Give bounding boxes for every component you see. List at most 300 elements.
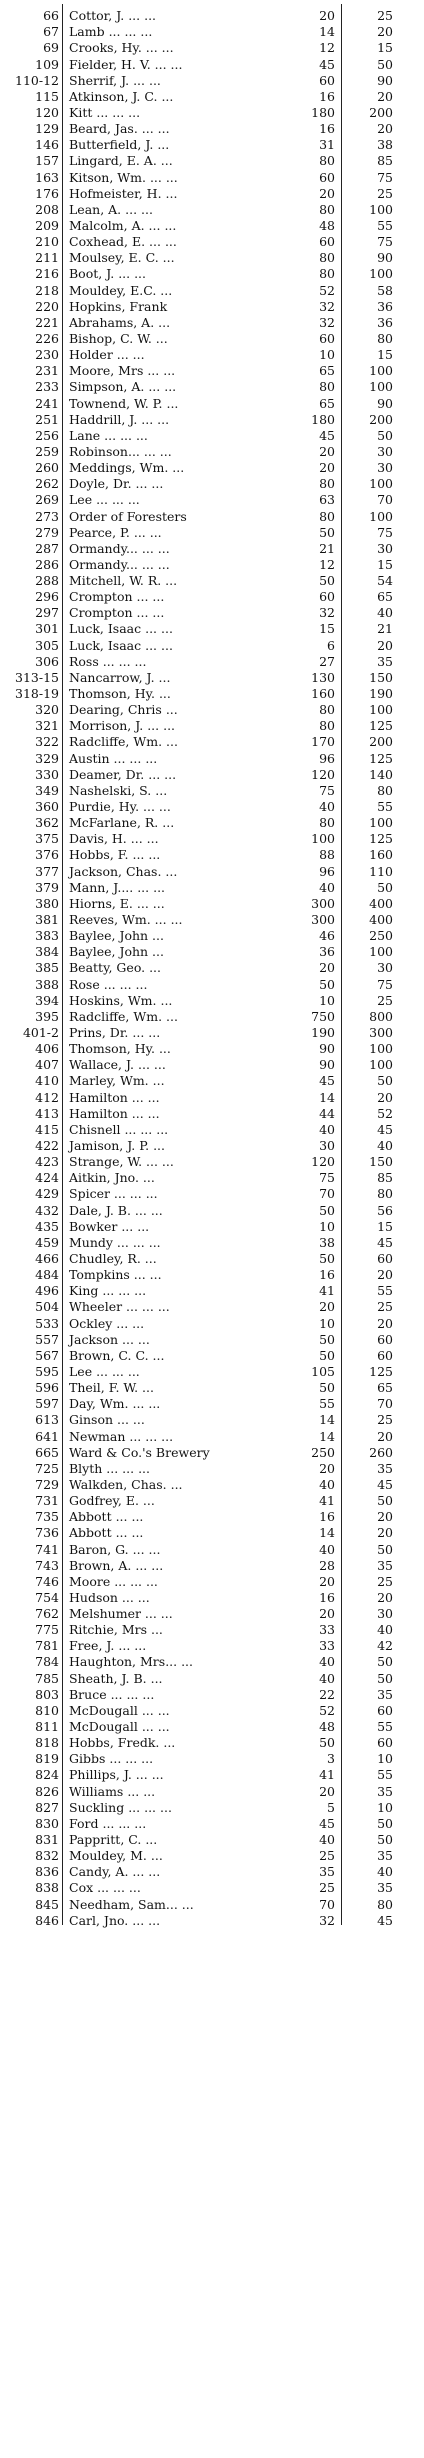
value-second: 50	[377, 1541, 393, 1557]
value-second: 80	[377, 330, 393, 346]
value-second: 56	[377, 1202, 393, 1218]
value-first: 50	[319, 1735, 335, 1751]
value-second: 190	[369, 686, 393, 702]
value-second: 55	[377, 217, 393, 233]
owner-name: Spicer ... ... ...	[69, 1186, 158, 1202]
owner-name: Pappritt, C. ...	[69, 1832, 158, 1848]
value-first: 88	[319, 847, 335, 863]
value-first: 20	[319, 960, 335, 976]
value-second: 60	[377, 1331, 393, 1347]
value-first: 80	[319, 201, 335, 217]
value-second: 36	[377, 314, 393, 330]
lot-number: 831	[35, 1832, 59, 1848]
value-first: 130	[311, 669, 335, 685]
value-first: 120	[311, 1154, 335, 1170]
value-second: 75	[377, 976, 393, 992]
owner-name: McDougall ... ...	[69, 1702, 170, 1718]
value-first: 14	[319, 1089, 335, 1105]
value-second: 200	[369, 734, 393, 750]
owner-name: Melshumer ... ...	[69, 1606, 173, 1622]
owner-name: Lane ... ... ...	[69, 427, 148, 443]
value-second: 260	[369, 1444, 393, 1460]
value-second: 58	[377, 282, 393, 298]
owner-name: Hamilton ... ...	[69, 1089, 160, 1105]
lot-number: 221	[35, 314, 59, 330]
value-second: 40	[377, 1864, 393, 1880]
lot-number: 725	[35, 1460, 59, 1476]
owner-name: Bruce ... ... ...	[69, 1686, 155, 1702]
value-second: 75	[377, 169, 393, 185]
value-second: 800	[369, 1008, 393, 1024]
value-first: 50	[319, 1331, 335, 1347]
value-second: 100	[369, 944, 393, 960]
value-first: 14	[319, 1525, 335, 1541]
owner-name: Morrison, J. ... ...	[69, 718, 176, 734]
owner-name: Jackson, Chas. ...	[69, 863, 178, 879]
value-first: 48	[319, 1719, 335, 1735]
owner-name: Baron, G. ... ...	[69, 1541, 161, 1557]
value-first: 16	[319, 1509, 335, 1525]
value-second: 85	[377, 153, 393, 169]
value-second: 35	[377, 1880, 393, 1896]
value-second: 35	[377, 1783, 393, 1799]
value-first: 75	[319, 782, 335, 798]
value-first: 160	[311, 686, 335, 702]
lot-number: 432	[35, 1202, 59, 1218]
value-first: 45	[319, 427, 335, 443]
owner-name: Hamilton ... ...	[69, 1105, 160, 1121]
value-first: 10	[319, 992, 335, 1008]
owner-name: Jackson ... ...	[69, 1331, 150, 1347]
lot-number: 826	[35, 1783, 59, 1799]
value-first: 25	[319, 1880, 335, 1896]
value-first: 20	[319, 1606, 335, 1622]
owner-name: Lean, A. ... ...	[69, 201, 153, 217]
value-first: 27	[319, 653, 335, 669]
value-second: 90	[377, 72, 393, 88]
value-first: 20	[319, 443, 335, 459]
value-second: 30	[377, 540, 393, 556]
owner-name: Doyle, Dr. ... ...	[69, 476, 164, 492]
lot-number: 735	[35, 1509, 59, 1525]
value-first: 45	[319, 1073, 335, 1089]
value-second: 20	[377, 24, 393, 40]
value-first: 60	[319, 330, 335, 346]
value-first: 10	[319, 347, 335, 363]
value-second: 50	[377, 1073, 393, 1089]
owner-name: Pearce, P. ... ...	[69, 524, 162, 540]
owner-name: Beatty, Geo. ...	[69, 960, 161, 976]
lot-number: 231	[35, 363, 59, 379]
owner-name: Baylee, John ...	[69, 944, 164, 960]
value-first: 60	[319, 589, 335, 605]
owner-name: Chisnell ... ... ...	[69, 1121, 169, 1137]
value-first: 40	[319, 879, 335, 895]
owner-name: Jamison, J. P. ...	[69, 1137, 165, 1153]
value-second: 30	[377, 443, 393, 459]
value-second: 20	[377, 1267, 393, 1283]
value-second: 15	[377, 40, 393, 56]
value-second: 35	[377, 1848, 393, 1864]
value-second: 80	[377, 1186, 393, 1202]
owner-name: Simpson, A. ... ...	[69, 379, 177, 395]
value-second: 38	[377, 137, 393, 153]
lot-number: 301	[35, 621, 59, 637]
value-second: 100	[369, 476, 393, 492]
owner-name: Malcolm, A. ... ...	[69, 217, 177, 233]
owner-name: Townend, W. P. ...	[69, 395, 179, 411]
value-second: 25	[377, 1573, 393, 1589]
owner-name: Prins, Dr. ... ...	[69, 1025, 161, 1040]
value-first: 5	[327, 1799, 335, 1815]
value-first: 60	[319, 72, 335, 88]
owner-name: Moore, Mrs ... ...	[69, 363, 176, 379]
value-first: 300	[311, 912, 335, 928]
owner-name: Crooks, Hy. ... ...	[69, 40, 174, 56]
value-second: 42	[377, 1638, 393, 1654]
owner-name: Robinson... ... ...	[69, 443, 172, 459]
owner-name: Brown, A. ... ...	[69, 1557, 164, 1573]
owner-name: Wheeler ... ... ...	[69, 1299, 170, 1315]
value-first: 30	[319, 1137, 335, 1153]
owner-name: Brown, C. C. ...	[69, 1347, 165, 1363]
value-second: 50	[377, 879, 393, 895]
value-first: 300	[311, 895, 335, 911]
lot-number: 613	[35, 1412, 59, 1428]
value-first: 28	[319, 1557, 335, 1573]
value-second: 80	[377, 782, 393, 798]
owner-name: Abbott ... ...	[69, 1525, 144, 1541]
lot-number: 380	[35, 895, 59, 911]
owner-name: Boot, J. ... ...	[69, 266, 147, 282]
lot-number: 306	[35, 653, 59, 669]
value-second: 250	[369, 928, 393, 944]
owner-name: Hiorns, E. ... ...	[69, 895, 165, 911]
owner-name: Meddings, Wm. ...	[69, 460, 185, 476]
owner-name: Austin ... ... ...	[69, 750, 158, 766]
lot-number: 110-12	[15, 72, 59, 88]
owner-name: Ginson ... ...	[69, 1412, 145, 1428]
lot-number: 781	[35, 1638, 59, 1654]
value-second: 50	[377, 1832, 393, 1848]
owner-name: Coxhead, E. ... ...	[69, 234, 177, 250]
value-second: 35	[377, 1557, 393, 1573]
value-second: 60	[377, 1702, 393, 1718]
lot-number: 818	[35, 1735, 59, 1751]
lot-number: 459	[35, 1234, 59, 1250]
value-second: 20	[377, 1089, 393, 1105]
owner-name: Ormandy... ... ...	[69, 540, 170, 556]
lot-number: 466	[35, 1250, 59, 1266]
lot-number: 69	[43, 40, 59, 56]
value-second: 36	[377, 298, 393, 314]
lot-number: 115	[35, 88, 59, 104]
owner-name: Moulsey, E. C. ...	[69, 250, 175, 266]
owner-name: Hoskins, Wm. ...	[69, 992, 173, 1008]
value-second: 25	[377, 185, 393, 201]
owner-name: Haddrill, J. ... ...	[69, 411, 170, 427]
owner-name: Suckling ... ... ...	[69, 1799, 172, 1815]
lot-number: 381	[35, 912, 59, 928]
owner-name: Crompton ... ...	[69, 605, 165, 621]
value-second: 10	[377, 1751, 393, 1767]
value-first: 40	[319, 1541, 335, 1557]
value-first: 60	[319, 169, 335, 185]
lot-number: 66	[43, 8, 59, 24]
value-first: 45	[319, 56, 335, 72]
owner-name: Hobbs, Fredk. ...	[69, 1735, 176, 1751]
value-first: 75	[319, 1170, 335, 1186]
lot-number: 407	[35, 1057, 59, 1073]
owner-name: McFarlane, R. ...	[69, 815, 175, 831]
owner-name: Crompton ... ...	[69, 589, 165, 605]
owner-name: Lee ... ... ...	[69, 492, 140, 508]
lot-number: 736	[35, 1525, 59, 1541]
value-second: 25	[377, 8, 393, 24]
value-first: 40	[319, 1832, 335, 1848]
owner-name: Cottor, J. ... ...	[69, 8, 157, 24]
value-second: 50	[377, 1493, 393, 1509]
owner-name: Haughton, Mrs... ...	[69, 1654, 194, 1670]
value-second: 52	[377, 1105, 393, 1121]
valuation-table	[0, 4, 424, 1928]
lot-number: 746	[35, 1573, 59, 1589]
owner-name: Carl, Jno. ... ...	[69, 1912, 161, 1928]
owner-name: Lee ... ... ...	[69, 1363, 140, 1379]
owner-name: Hudson ... ...	[69, 1589, 150, 1605]
lot-number: 394	[35, 992, 59, 1008]
value-first: 60	[319, 234, 335, 250]
lot-number: 729	[35, 1476, 59, 1492]
lot-number: 412	[35, 1089, 59, 1105]
lot-number: 496	[35, 1283, 59, 1299]
value-first: 16	[319, 121, 335, 137]
lot-number: 377	[35, 863, 59, 879]
value-first: 22	[319, 1686, 335, 1702]
value-second: 15	[377, 1218, 393, 1234]
lot-number: 109	[35, 56, 59, 72]
value-first: 20	[319, 1460, 335, 1476]
value-first: 170	[311, 734, 335, 750]
owner-name: Aitkin, Jno. ...	[69, 1170, 155, 1186]
lot-number: 596	[35, 1380, 59, 1396]
lot-number: 218	[35, 282, 59, 298]
value-first: 90	[319, 1057, 335, 1073]
value-first: 16	[319, 88, 335, 104]
value-first: 32	[319, 605, 335, 621]
value-second: 65	[377, 1380, 393, 1396]
value-first: 65	[319, 395, 335, 411]
value-second: 125	[369, 750, 393, 766]
value-first: 750	[311, 1008, 335, 1024]
value-first: 52	[319, 1702, 335, 1718]
lot-number: 413	[35, 1105, 59, 1121]
lot-number: 810	[35, 1702, 59, 1718]
value-second: 30	[377, 1606, 393, 1622]
owner-name: Tompkins ... ...	[69, 1267, 162, 1283]
value-first: 33	[319, 1622, 335, 1638]
lot-number: 379	[35, 879, 59, 895]
value-first: 41	[319, 1493, 335, 1509]
value-second: 150	[369, 1154, 393, 1170]
value-second: 45	[377, 1476, 393, 1492]
lot-number: 176	[35, 185, 59, 201]
value-second: 100	[369, 702, 393, 718]
owner-name: Wallace, J. ... ...	[69, 1057, 166, 1073]
value-second: 100	[369, 1041, 393, 1057]
value-second: 20	[377, 1525, 393, 1541]
value-first: 32	[319, 314, 335, 330]
owner-name: Mouldey, E.C. ...	[69, 282, 173, 298]
owner-name: Beard, Jas. ... ...	[69, 121, 170, 137]
value-first: 96	[319, 863, 335, 879]
owner-name: Needham, Sam... ...	[69, 1896, 194, 1912]
value-first: 21	[319, 540, 335, 556]
owner-name: Dearing, Chris ...	[69, 702, 178, 718]
lot-number: 262	[35, 476, 59, 492]
owner-name: Moore ... ... ...	[69, 1573, 158, 1589]
lot-number: 129	[35, 121, 59, 137]
owner-name: Theil, F. W. ...	[69, 1380, 154, 1396]
lot-number: 830	[35, 1815, 59, 1831]
value-second: 200	[369, 104, 393, 120]
value-first: 180	[311, 411, 335, 427]
lot-number: 785	[35, 1670, 59, 1686]
value-second: 55	[377, 1719, 393, 1735]
lot-number: 297	[35, 605, 59, 621]
value-second: 25	[377, 992, 393, 1008]
lot-number: 384	[35, 944, 59, 960]
value-first: 80	[319, 250, 335, 266]
value-first: 70	[319, 1186, 335, 1202]
value-first: 10	[319, 1218, 335, 1234]
value-second: 70	[377, 492, 393, 508]
lot-number: 349	[35, 782, 59, 798]
owner-name: Cox ... ... ...	[69, 1880, 141, 1896]
lot-number: 383	[35, 928, 59, 944]
owner-name: Mann, J.... ... ...	[69, 879, 166, 895]
owner-name: Luck, Isaac ... ...	[69, 637, 173, 653]
lot-number: 838	[35, 1880, 59, 1896]
lot-number: 226	[35, 330, 59, 346]
value-first: 80	[319, 476, 335, 492]
value-first: 80	[319, 153, 335, 169]
owner-name: Kitt ... ... ...	[69, 104, 141, 120]
value-second: 90	[377, 395, 393, 411]
value-first: 80	[319, 266, 335, 282]
lot-number: 846	[35, 1912, 59, 1928]
value-second: 100	[369, 363, 393, 379]
value-second: 35	[377, 1686, 393, 1702]
lot-number: 415	[35, 1121, 59, 1137]
owner-name: Lamb ... ... ...	[69, 24, 153, 40]
value-second: 75	[377, 524, 393, 540]
value-first: 14	[319, 1428, 335, 1444]
lot-number: 388	[35, 976, 59, 992]
lot-number: 230	[35, 347, 59, 363]
owner-name: King ... ... ...	[69, 1283, 147, 1299]
lot-number: 360	[35, 799, 59, 815]
lot-number: 597	[35, 1396, 59, 1412]
value-second: 15	[377, 556, 393, 572]
value-first: 40	[319, 799, 335, 815]
value-first: 40	[319, 1476, 335, 1492]
value-second: 60	[377, 1250, 393, 1266]
lot-number: 67	[43, 24, 59, 40]
value-first: 6	[327, 637, 335, 653]
owner-name: Abrahams, A. ...	[69, 314, 171, 330]
lot-number: 504	[35, 1299, 59, 1315]
lot-number: 410	[35, 1073, 59, 1089]
value-first: 96	[319, 750, 335, 766]
value-second: 300	[369, 1025, 393, 1040]
value-first: 55	[319, 1396, 335, 1412]
lot-number: 329	[35, 750, 59, 766]
value-first: 48	[319, 217, 335, 233]
value-first: 45	[319, 1815, 335, 1831]
lot-number: 827	[35, 1799, 59, 1815]
lot-number: 762	[35, 1606, 59, 1622]
lot-number: 803	[35, 1686, 59, 1702]
lot-number: 260	[35, 460, 59, 476]
value-second: 50	[377, 427, 393, 443]
lot-number: 845	[35, 1896, 59, 1912]
value-first: 180	[311, 104, 335, 120]
value-first: 190	[311, 1025, 335, 1040]
lot-number: 273	[35, 508, 59, 524]
value-second: 50	[377, 56, 393, 72]
owner-name: Nancarrow, J. ...	[69, 669, 171, 685]
owner-name: Luck, Isaac ... ...	[69, 621, 173, 637]
value-first: 32	[319, 298, 335, 314]
lot-number: 157	[35, 153, 59, 169]
lot-number: 832	[35, 1848, 59, 1864]
value-second: 70	[377, 1396, 393, 1412]
owner-name: Fielder, H. V. ... ...	[69, 56, 183, 72]
value-first: 105	[311, 1363, 335, 1379]
value-second: 30	[377, 460, 393, 476]
owner-name: Purdie, Hy. ... ...	[69, 799, 171, 815]
lot-number: 385	[35, 960, 59, 976]
value-second: 20	[377, 1315, 393, 1331]
lot-number: 395	[35, 1008, 59, 1024]
value-second: 100	[369, 815, 393, 831]
value-second: 20	[377, 1589, 393, 1605]
owner-name: Ford ... ... ...	[69, 1815, 147, 1831]
value-second: 20	[377, 88, 393, 104]
value-first: 41	[319, 1767, 335, 1783]
owner-name: Candy, A. ... ...	[69, 1864, 161, 1880]
owner-name: Hobbs, F. ... ...	[69, 847, 161, 863]
lot-number: 220	[35, 298, 59, 314]
value-second: 55	[377, 1767, 393, 1783]
value-first: 16	[319, 1267, 335, 1283]
owner-name: Deamer, Dr. ... ...	[69, 766, 177, 782]
value-first: 50	[319, 1202, 335, 1218]
lot-number: 819	[35, 1751, 59, 1767]
lot-number: 286	[35, 556, 59, 572]
value-first: 52	[319, 282, 335, 298]
value-second: 80	[377, 1896, 393, 1912]
owner-name: Mitchell, W. R. ...	[69, 573, 178, 589]
value-second: 40	[377, 605, 393, 621]
owner-name: Strange, W. ... ...	[69, 1154, 174, 1170]
value-first: 32	[319, 1912, 335, 1928]
value-first: 20	[319, 185, 335, 201]
lot-number: 318-19	[15, 686, 59, 702]
owner-name: Nashelski, S. ...	[69, 782, 168, 798]
value-first: 12	[319, 556, 335, 572]
